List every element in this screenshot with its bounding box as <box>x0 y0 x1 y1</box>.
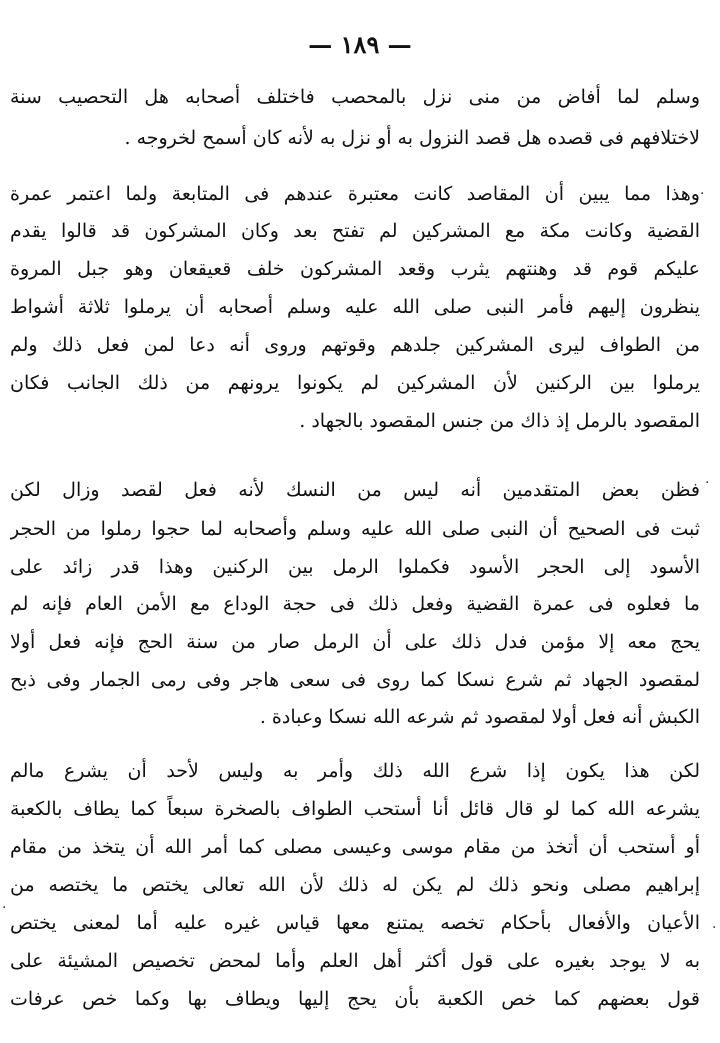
text-body <box>10 0 700 1043</box>
text-line: وسلم لما أفاض من منى نزل بالمحصب فاختلف أصحابه هل التحصيب سنة <box>10 86 700 108</box>
text-line: لمقصود الجهاد ثم شرع نسكا كما روى فى سعى هاجر وفى رمى الجمار وفى ذبح <box>10 669 700 691</box>
text-line: الأسود إلى الحجر الأسود فكملوا الرمل بين الركنين وهذا قدر زائد على <box>10 556 700 578</box>
text-line: المقصود بالرمل إذ ذاك من جنس المقصود بالجهاد . <box>299 410 700 432</box>
text-line: وهذا مما يبين أن المقاصد كانت معتبرة عندهم فى المتابعة ولما اعتمر عمرة <box>10 183 700 205</box>
text-line: ما فعلوه فى عمرة القضية وفعل ذلك فى حجة الوداع مع الأمن العام فإنه لم <box>10 593 700 615</box>
text-line: يحج معه إلا مؤمن فدل ذلك على أن الرمل صار من سنة الحج فإنه فعل أولا <box>10 631 700 653</box>
text-line: أو أستحب أن أتخذ من مقام موسى وعيسى مصلى كما أمر الله أن يتخذ من مقام <box>10 836 700 858</box>
text-line: يرملوا بين الركنين لأن المشركين لم يكونوا يرونهم من ذلك الجانب فكان <box>10 372 700 394</box>
text-line: فظن بعض المتقدمين أنه ليس من النسك لأنه فعل لقصد وزال لكن <box>10 479 700 501</box>
text-line: لكن هذا يكون إذا شرع الله ذلك وأمر به وليس لأحد أن يشرع مالم <box>10 760 700 782</box>
text-line: ثبت فى الصحيح أن النبى صلى الله عليه وسلم وأصحابه لما حجوا رملوا من الحجر <box>10 518 700 540</box>
text-line: الكبش أنه فعل أولا لمقصود ثم شرعه الله نسكا وعبادة . <box>259 706 700 728</box>
text-line: الأعيان والأفعال بأحكام تخصه يمتنع معها قياس غيره عليه أما لمعنى يختص <box>10 912 700 934</box>
text-line: قول بعضهم كما خص الكعبة بأن يحج إليها ويطاف بها وكما خص عرفات <box>10 988 700 1010</box>
text-line: القضية وكانت مكة مع المشركين لم تفتح بعد وكان المشركون قد قالوا يقدم <box>10 220 700 242</box>
scan-speck: · <box>2 900 7 916</box>
text-line: ينظرون إليهم فأمر النبى صلى الله عليه وسلم أصحابه أن يرملوا ثلاثة أشواط <box>10 296 700 318</box>
text-line: إبراهيم مصلى ونحو ذلك لم يكن له ذلك لأن الله تعالى يختص ما يختصه من <box>10 874 700 896</box>
scan-speck: · <box>700 186 705 202</box>
text-line: يشرعه الله كما لو قال قائل أنا أستحب الطواف بالصخرة سبعاً كما يطاف بالكعبة <box>10 798 700 820</box>
page-number: — ١٨٩ — <box>308 30 412 59</box>
text-line: به لا يوجد بغيره على قول أكثر أهل العلم وأما لمحض تخصيص المشيئة على <box>10 950 700 972</box>
text-line: عليكم قوم قد وهنتهم يثرب وقعد المشركون خلف قعيقعان وهو جبل المروة <box>10 258 700 280</box>
text-line: من الطواف ليرى المشركين جلدهم وقوتهم وروى أنه دعا لمن فعل ذلك ولم <box>10 334 700 356</box>
scan-speck: · <box>712 920 717 936</box>
scan-speck: · <box>705 475 710 491</box>
text-line: لاختلافهم فى قصده هل قصد النزول به أو نزل به لأنه كان أسمح لخروجه . <box>124 127 700 149</box>
